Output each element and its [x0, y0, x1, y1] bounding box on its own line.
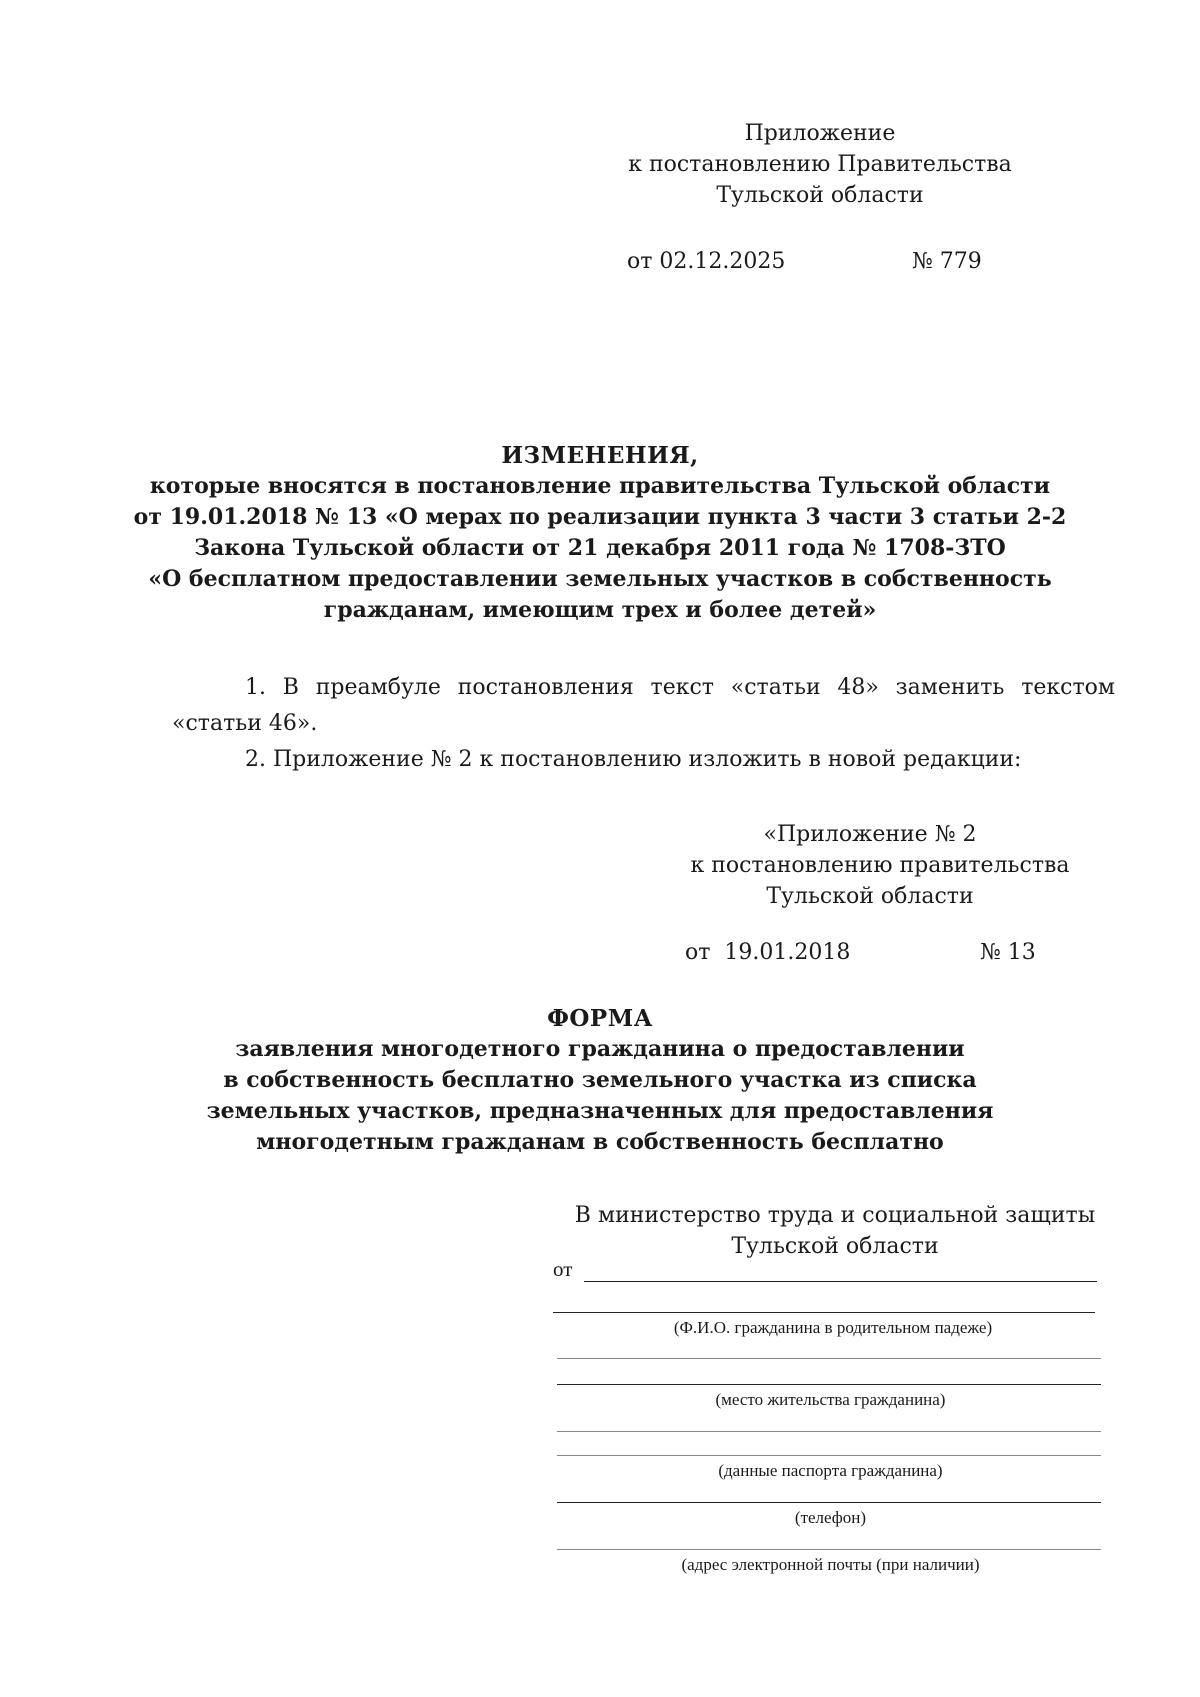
appendix-date: от 02.12.2025 — [627, 249, 786, 274]
form-heading: ФОРМА — [547, 1005, 653, 1032]
residence-input-line-1[interactable] — [557, 1358, 1101, 1359]
from-label: от — [553, 1257, 573, 1281]
fio-input-line-2[interactable] — [553, 1312, 1095, 1313]
residence-input-line-2[interactable] — [557, 1384, 1101, 1385]
body-item-2: 2. Приложение № 2 к постановлению изложить в новой редакции: — [245, 747, 1022, 772]
addressee-line: В министерство труда и социальной защиты — [574, 1203, 1096, 1228]
email-input-line[interactable] — [557, 1549, 1101, 1550]
appendix-header — [560, 118, 1100, 211]
changes-title-line: гражданам, имеющим трех и более детей» — [323, 597, 877, 623]
changes-title-line: которые вносятся в постановление правительства Тульской области — [149, 473, 1051, 499]
appendix2-number: № 13 — [980, 940, 1036, 965]
form-title — [100, 1003, 1100, 1158]
fio-input-line-1[interactable] — [584, 1281, 1097, 1282]
appendix-number: № 779 — [912, 249, 982, 274]
passport-input-line-1[interactable] — [557, 1431, 1101, 1432]
form-title-line: многодетным гражданам в собственность бесплатно — [256, 1129, 944, 1155]
fio-caption: (Ф.И.О. гражданина в родительном падеже) — [673, 1318, 993, 1337]
appendix2-line: Тульской области — [766, 884, 974, 909]
body-item-1-line-2: «статьи 46». — [172, 711, 318, 736]
appendix2-date: от 19.01.2018 — [685, 940, 851, 965]
changes-title — [100, 440, 1100, 626]
appendix2-line: к постановлению правительства — [690, 853, 1070, 878]
appendix-line: к постановлению Правительства — [628, 152, 1012, 177]
appendix2-header — [660, 819, 1100, 912]
email-caption: (адрес электронной почты (при наличии) — [681, 1555, 980, 1574]
changes-title-line: «О бесплатном предоставлении земельных участков в собственность — [148, 566, 1052, 592]
residence-caption: (место жительства гражданина) — [715, 1390, 946, 1409]
appendix-line: Приложение — [744, 121, 896, 146]
form-title-line: в собственность бесплатно земельного участка из списка — [223, 1067, 977, 1093]
changes-title-line: от 19.01.2018 № 13 «О мерах по реализации пункта 3 части 3 статьи 2-2 — [133, 504, 1067, 530]
form-title-line: заявления многодетного гражданина о предоставлении — [235, 1036, 965, 1062]
appendix2-line: «Приложение № 2 — [763, 822, 977, 847]
addressee-line: Тульской области — [731, 1234, 939, 1259]
phone-caption: (телефон) — [794, 1508, 867, 1527]
changes-title-line: Закона Тульской области от 21 декабря 2011 года № 1708-ЗТО — [194, 535, 1006, 561]
changes-heading: ИЗМЕНЕНИЯ, — [501, 442, 699, 469]
addressee — [555, 1200, 1115, 1262]
phone-input-line[interactable] — [557, 1502, 1101, 1503]
form-title-line: земельных участков, предназначенных для предоставления — [206, 1098, 994, 1124]
body-item-1-line-1: 1. В преамбуле постановления текст «статьи 48» заменить текстом — [245, 675, 1115, 700]
passport-caption: (данные паспорта гражданина) — [718, 1461, 943, 1480]
appendix-line: Тульской области — [716, 183, 924, 208]
passport-input-line-2[interactable] — [557, 1455, 1101, 1456]
